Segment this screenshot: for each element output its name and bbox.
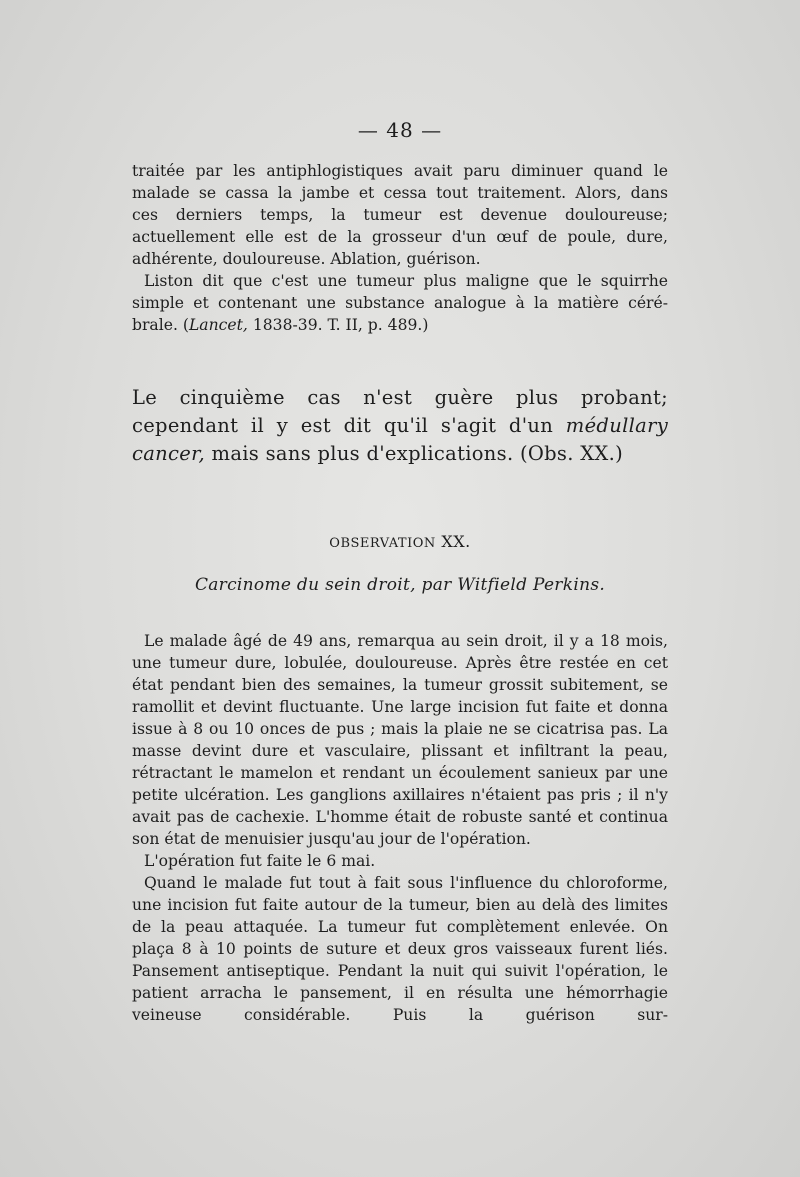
observation-number: XX.: [441, 532, 471, 551]
observation-subtitle: Carcinome du sein droit, par Witfield Perkins.: [194, 575, 606, 595]
citation-details: 1838-39. T. II, p. 489.): [252, 316, 429, 334]
liston-paragraph: [132, 270, 668, 336]
main-text-italic: médullary cancer,: [132, 414, 669, 465]
main-text: [132, 384, 668, 468]
observation-paragraph: Quand le malade fut tout à fait sous l'influence du chloroforme, une incision fut faite autour de la tumeur, bien au delà des limites de la peau attaquée. La tumeur fut complètement enlevée. On plaça 8 à 10 points de suture et deux gros vaisseaux furent liés. Pansement antiseptique. Pendant la nuit qui suivit l'opération, le patient arracha le pansement, il en résulta une hémorrhagie veineuse considérable. Puis la guérison sur-: [132, 874, 668, 1024]
text-line: traitée par les antiphlogistiques avait paru diminuer quand le: [132, 162, 668, 180]
text-line: actuellement elle est de la grosseur d'un œuf de poule, dure,: [132, 228, 668, 246]
observation-paragraph: Le malade âgé de 49 ans, remarqua au sein droit, il y a 18 mois, une tumeur dure, lobulée, douloureuse. Après être restée en cet état pendant bien des semaines, la tumeur grossit subitement, se ramollit et devint fluctuante. Une large incision fut faite et donna issue à 8 ou 10 onces de pus ; mais la plaie ne se cicatrisa pas. La masse devint dure et vasculaire, plissant et infiltrant la peau, rétractant le mamelon et rendant un écoulement sanieux par une petite ulcération. Les ganglions axillaires n'étaient pas pris ; il n'y avait pas de cachexie. L'homme était de robuste santé et continua son état de menuisier jusqu'au jour de l'opération.: [132, 632, 668, 848]
observation-paragraph: L'opération fut faite le 6 mai.: [144, 852, 376, 870]
main-text-part: mais sans plus d'explications. (Obs. XX.): [211, 442, 623, 465]
liston-body: Liston dit que c'est une tumeur plus maligne que le squirrhe simple et contenant une substance analogue à la matière céré-brale.: [132, 272, 668, 334]
observation-heading: [0, 532, 800, 551]
citation-journal: Lancet,: [188, 316, 248, 334]
observation-label: OBSERVATION: [329, 536, 436, 551]
page-number: — 48 —: [357, 118, 443, 142]
main-paragraph: [132, 384, 668, 468]
text-line: adhérente, douloureuse. Ablation, guérison.: [132, 250, 481, 268]
main-text-part: Le cinquième cas n'est guère plus probant; cependant il y est dit qu'il s'agit d'un: [132, 386, 668, 437]
liston-text: Liston dit que c'est une tumeur plus maligne que le squirrhe simple et contenant une substance analogue à la matière céré-brale. (Lancet, 1838-39. T. II, p. 489.): [132, 272, 668, 334]
continuation-paragraph: [132, 160, 668, 270]
observation-body: [132, 630, 668, 1026]
text-line: malade se cassa la jambe et cessa tout traitement. Alors, dans: [132, 184, 668, 202]
text-line: ces derniers temps, la tumeur est devenue douloureuse;: [132, 206, 668, 224]
